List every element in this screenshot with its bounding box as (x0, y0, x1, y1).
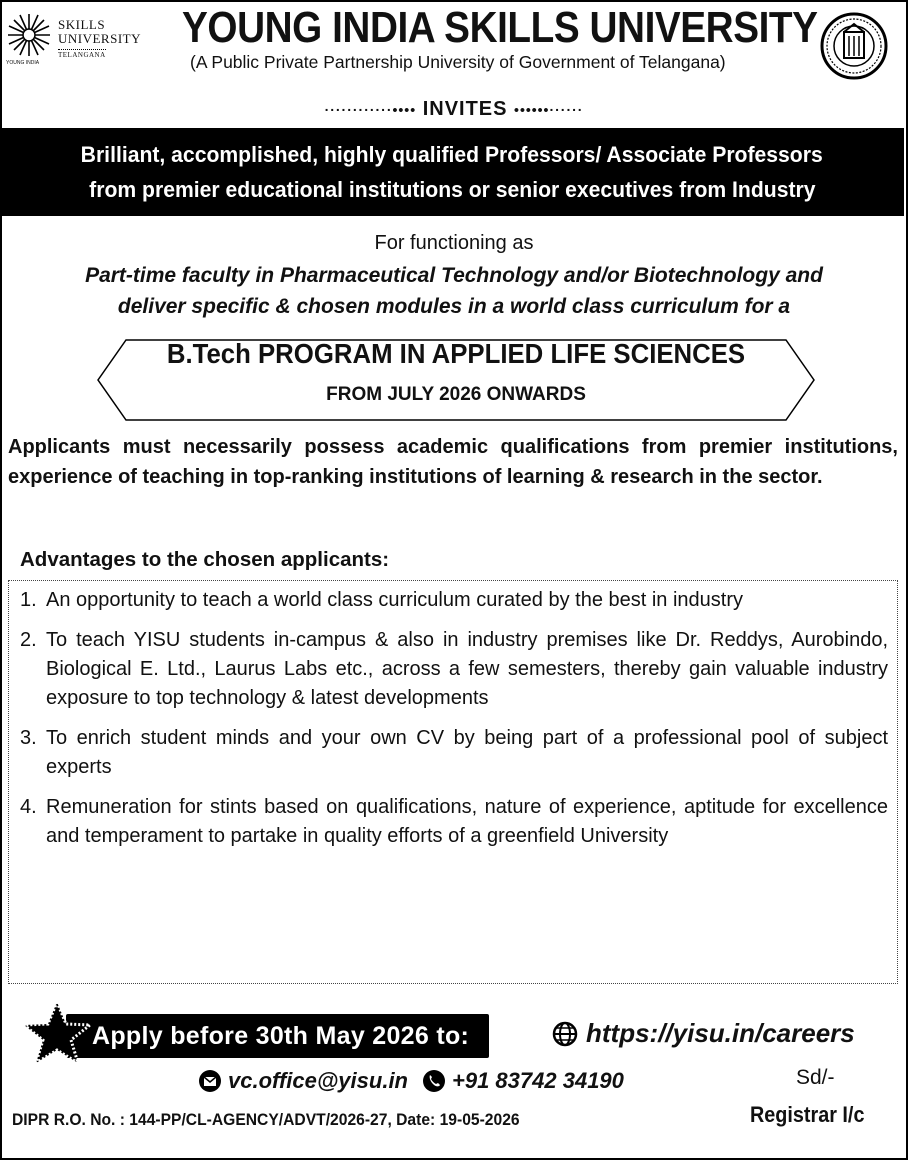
list-item-number: 3. (20, 727, 37, 749)
applicants-requirements: Applicants must necessarily possess academic qualifications from premier institutions, experience of teaching in top-ranking institutions of learning & research in the sector. (8, 436, 898, 488)
part-time-line-1: Part-time faculty in Pharmaceutical Technology and/or Biotechnology and (85, 264, 823, 287)
dipr-reference: DIPR R.O. No. : 144-PP/CL-AGENCY/ADVT/2026-27, Date: 19-05-2026 (12, 1110, 520, 1129)
list-item-number: 1. (20, 589, 37, 611)
part-time-text (0, 260, 908, 322)
phone-icon (422, 1069, 446, 1093)
list-item-number: 4. (20, 796, 37, 818)
list-item-text: Remuneration for stints based on qualifications, nature of experience, aptitude for excellence and temperament to partake in quality efforts of a greenfield University (46, 796, 888, 847)
star-icon (20, 1000, 94, 1066)
logo-text-skills: SKILLS (58, 17, 106, 32)
band-line-2: from premier educational institutions or senior executives from Industry (88, 177, 816, 202)
program-start: FROM JULY 2026 ONWARDS (326, 384, 586, 405)
state-emblem-icon (820, 12, 888, 80)
part-time-line-2: deliver specific & chosen modules in a world class curriculum for a (117, 295, 791, 318)
sunburst-logo-icon (6, 12, 52, 58)
logo-text-telangana: TELANGANA (58, 51, 106, 59)
list-item-text: An opportunity to teach a world class curriculum curated by the best in industry (46, 589, 744, 611)
advantages-title: Advantages to the chosen applicants: (20, 548, 390, 571)
website-link[interactable] (552, 1018, 855, 1049)
list-item-number: 2. (20, 629, 37, 651)
signature-sd: Sd/- (796, 1066, 835, 1089)
invites-right-dots: ••••••······ (514, 101, 584, 118)
program-title: B.Tech PROGRAM IN APPLIED LIFE SCIENCES (166, 338, 746, 369)
email-icon (198, 1069, 222, 1093)
list-item-text: To enrich student minds and your own CV by being part of a professional pool of subject experts (46, 727, 888, 778)
phone-number[interactable]: +91 83742 34190 (452, 1068, 624, 1093)
invites-heading (0, 98, 908, 121)
apply-deadline-banner: Apply before 30th May 2026 to: (66, 1014, 489, 1058)
phone-contact (422, 1068, 624, 1094)
university-logo (6, 10, 176, 70)
globe-icon (552, 1021, 578, 1047)
page-subtitle: (A Public Private Partnership University of Government of Telangana) (190, 52, 726, 72)
list-item (20, 626, 888, 713)
invitation-band (0, 128, 904, 216)
website-url[interactable]: https://yisu.in/careers (586, 1018, 855, 1048)
contact-details (198, 1068, 624, 1094)
logo-text-young-india: YOUNG INDIA (6, 60, 40, 66)
registrar-signatory: Registrar I/c (750, 1102, 865, 1127)
logo-text-university: UNIVERSITY (58, 31, 141, 46)
invites-label: INVITES (422, 98, 508, 120)
functioning-text: For functioning as (374, 232, 534, 254)
list-item (20, 586, 888, 615)
list-item (20, 793, 888, 851)
email-address[interactable]: vc.office@yisu.in (228, 1068, 408, 1093)
list-item (20, 724, 888, 782)
invites-left-dots: ············•••• (324, 101, 417, 118)
list-item-text: To teach YISU students in-campus & also in industry premises like Dr. Reddys, Aurobindo, Biological E. Ltd., Laurus Labs etc., across a few semesters, thereby gain valuable industry exposure to top technology & latest developments (46, 629, 888, 709)
advantages-list (20, 586, 888, 862)
band-line-1: Brilliant, accomplished, highly qualified Professors/ Associate Professors (80, 142, 824, 167)
page-title: YOUNG INDIA SKILLS UNIVERSITY (182, 3, 818, 52)
